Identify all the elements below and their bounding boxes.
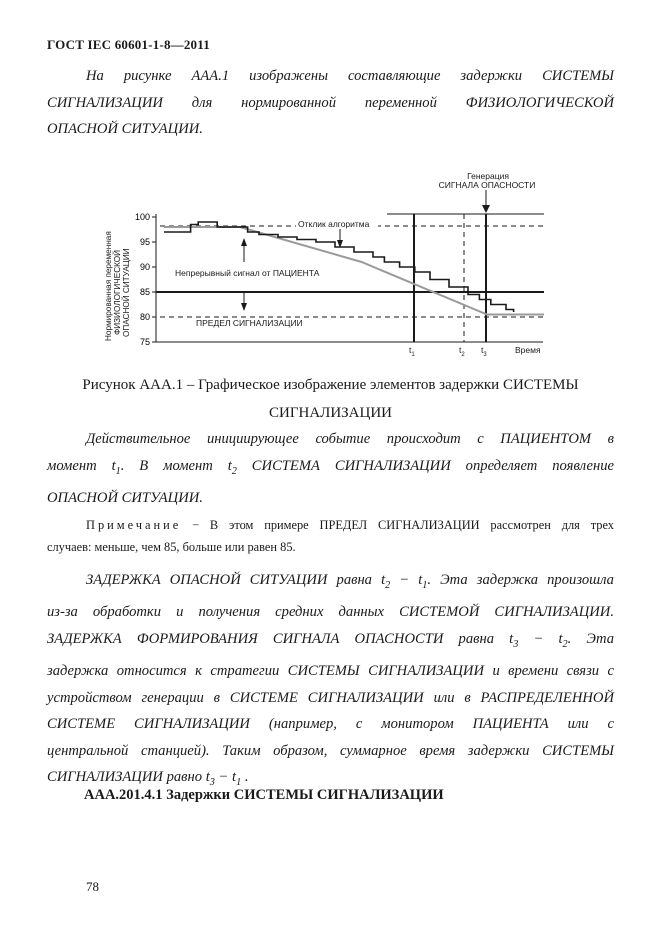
delay-text-1a: ЗАДЕРЖКА ОПАСНОЙ СИТУАЦИИ равна xyxy=(86,572,382,588)
t3-letter: t xyxy=(481,345,484,355)
event-text-b: . В момент xyxy=(120,457,228,474)
intro-paragraph xyxy=(47,63,614,143)
y-ticks xyxy=(135,212,156,347)
event-line-3: ОПАСНОЙ СИТУАЦИИ. xyxy=(47,489,203,506)
caption-line-1: Рисунок ААА.1 – Графическое изображение элементов задержки СИСТЕМЫ xyxy=(82,377,579,393)
generation-arrow-head xyxy=(482,205,490,213)
y-tick-label: 90 xyxy=(139,262,150,272)
delay-t1b: t xyxy=(232,769,237,786)
delay-line-2: из-за обработки и получения средних данных СИСТЕМОЙ СИГНАЛИЗАЦИИ. xyxy=(47,604,614,621)
delay-text-8b: . xyxy=(241,769,249,786)
delay-paragraph xyxy=(47,567,614,797)
algorithm-label: Отклик алгоритма xyxy=(298,219,370,229)
delay-line-1 xyxy=(47,567,614,599)
generation-label-1: Генерация xyxy=(467,171,509,181)
delay-t1b-sub: 1 xyxy=(236,777,242,789)
delay-t2b: t xyxy=(558,630,563,647)
delay-line-3 xyxy=(47,626,614,658)
delay-t2: t xyxy=(381,572,386,588)
delay-t1: t xyxy=(418,572,423,588)
intro-line-2: СИГНАЛИЗАЦИИ для нормированной переменной ФИЗИОЛОГИЧЕСКОЙ xyxy=(47,94,614,111)
t2-label xyxy=(459,345,465,358)
t2-sub: 2 xyxy=(461,352,465,358)
event-line-1: Действительное инициирующее событие происходит с ПАЦИЕНТОМ в xyxy=(86,431,614,447)
delay-line-7: центральной станцией). Таким образом, суммарное время задержки СИСТЕМЫ xyxy=(47,742,614,759)
intro-line-3: ОПАСНОЙ СИТУАЦИИ. xyxy=(47,121,203,137)
note-text: − В этом примере ПРЕДЕЛ СИГНАЛИЗАЦИИ рассмотрен для трех xyxy=(181,518,614,532)
event-paragraph xyxy=(47,426,614,511)
delay-t3b: t xyxy=(205,769,210,786)
y-tick-label: 95 xyxy=(139,237,150,247)
intro-line-1: На рисунке ААА.1 изображены составляющие задержки СИСТЕМЫ xyxy=(86,68,614,84)
y-axis-label-1: Нормированная переменная xyxy=(104,231,113,341)
delay-t3b-sub: 3 xyxy=(209,777,215,789)
section-heading: ААА.201.4.1 Задержки СИСТЕМЫ СИГНАЛИЗАЦИИ xyxy=(84,787,444,803)
patient-label-arrow-head xyxy=(241,238,247,246)
delay-text-1b: . Эта задержка произошла xyxy=(427,572,614,588)
note-line-2: случаев: меньше, чем 85, больше или равен 85. xyxy=(47,540,296,554)
t2-letter: t xyxy=(459,345,462,355)
note-line-1 xyxy=(47,514,614,536)
time-axis-label: Время xyxy=(515,345,541,355)
event-t2: t xyxy=(227,457,232,474)
delay-figure xyxy=(0,160,661,365)
patient-signal-label: Непрерывный сигнал от ПАЦИЕНТА xyxy=(175,268,320,278)
y-tick-label: 85 xyxy=(139,287,150,297)
note-paragraph xyxy=(47,514,614,558)
delay-t1-sub: 1 xyxy=(422,579,428,591)
generation-label-2: СИГНАЛА ОПАСНОСТИ xyxy=(438,180,536,190)
event-t1: t xyxy=(111,457,116,474)
event-text-a: момент xyxy=(47,457,112,474)
delay-line-4: задержка относится к стратегии СИСТЕМЫ СИГНАЛИЗАЦИИ и времени связи с xyxy=(47,663,614,680)
event-t1-sub: 1 xyxy=(115,465,121,477)
y-axis-label-2: ФИЗИОЛОГИЧЕСКОЙ xyxy=(113,249,122,335)
delay-text-3a: ЗАДЕРЖКА ФОРМИРОВАНИЯ СИГНАЛА ОПАСНОСТИ равна xyxy=(47,630,510,647)
delay-minus-8: − xyxy=(214,769,233,786)
delay-line-5: устройством генерации в СИСТЕМЕ СИГНАЛИЗАЦИИ или в РАСПРЕДЕЛЕННОЙ xyxy=(47,689,614,706)
y-tick-label: 80 xyxy=(139,312,150,322)
delay-text-8a: СИГНАЛИЗАЦИИ равно xyxy=(47,769,206,786)
t3-label xyxy=(481,345,487,358)
delay-line-6: СИСТЕМЕ СИГНАЛИЗАЦИИ (например, с монитором ПАЦИЕНТА или с xyxy=(47,716,614,733)
page-number: 78 xyxy=(86,879,99,894)
delay-t2b-sub: 2 xyxy=(562,638,568,650)
delay-minus-3: − xyxy=(518,630,559,647)
event-t2-sub: 2 xyxy=(231,465,237,477)
delay-text-3b: . Эта xyxy=(567,630,614,647)
limit-label-arrow-head xyxy=(241,303,247,311)
t3-sub: 3 xyxy=(483,352,487,358)
y-axis-label-3: ОПАСНОЙ СИТУАЦИИ xyxy=(122,248,131,337)
alarm-limit-label: ПРЕДЕЛ СИГНАЛИЗАЦИИ xyxy=(196,318,303,328)
delay-minus-1: − xyxy=(390,572,419,588)
t1-label xyxy=(409,345,415,358)
y-tick-label: 75 xyxy=(139,337,150,347)
delay-t3: t xyxy=(509,630,514,647)
caption-line-2: СИГНАЛИЗАЦИИ xyxy=(268,405,393,421)
delay-t2-sub: 2 xyxy=(385,579,391,591)
note-word: Примечание xyxy=(86,518,182,532)
event-text-c: СИСТЕМА СИГНАЛИЗАЦИИ определяет появление xyxy=(236,457,614,474)
algorithm-response-series xyxy=(164,222,514,312)
delay-t3-sub: 3 xyxy=(513,638,519,650)
t1-sub: 1 xyxy=(411,352,415,358)
y-tick-label: 100 xyxy=(134,212,150,222)
figure-caption xyxy=(47,371,614,427)
t1-letter: t xyxy=(409,345,412,355)
event-line-2 xyxy=(47,453,614,485)
document-header: ГОСТ IEC 60601-1-8—2011 xyxy=(47,37,210,52)
